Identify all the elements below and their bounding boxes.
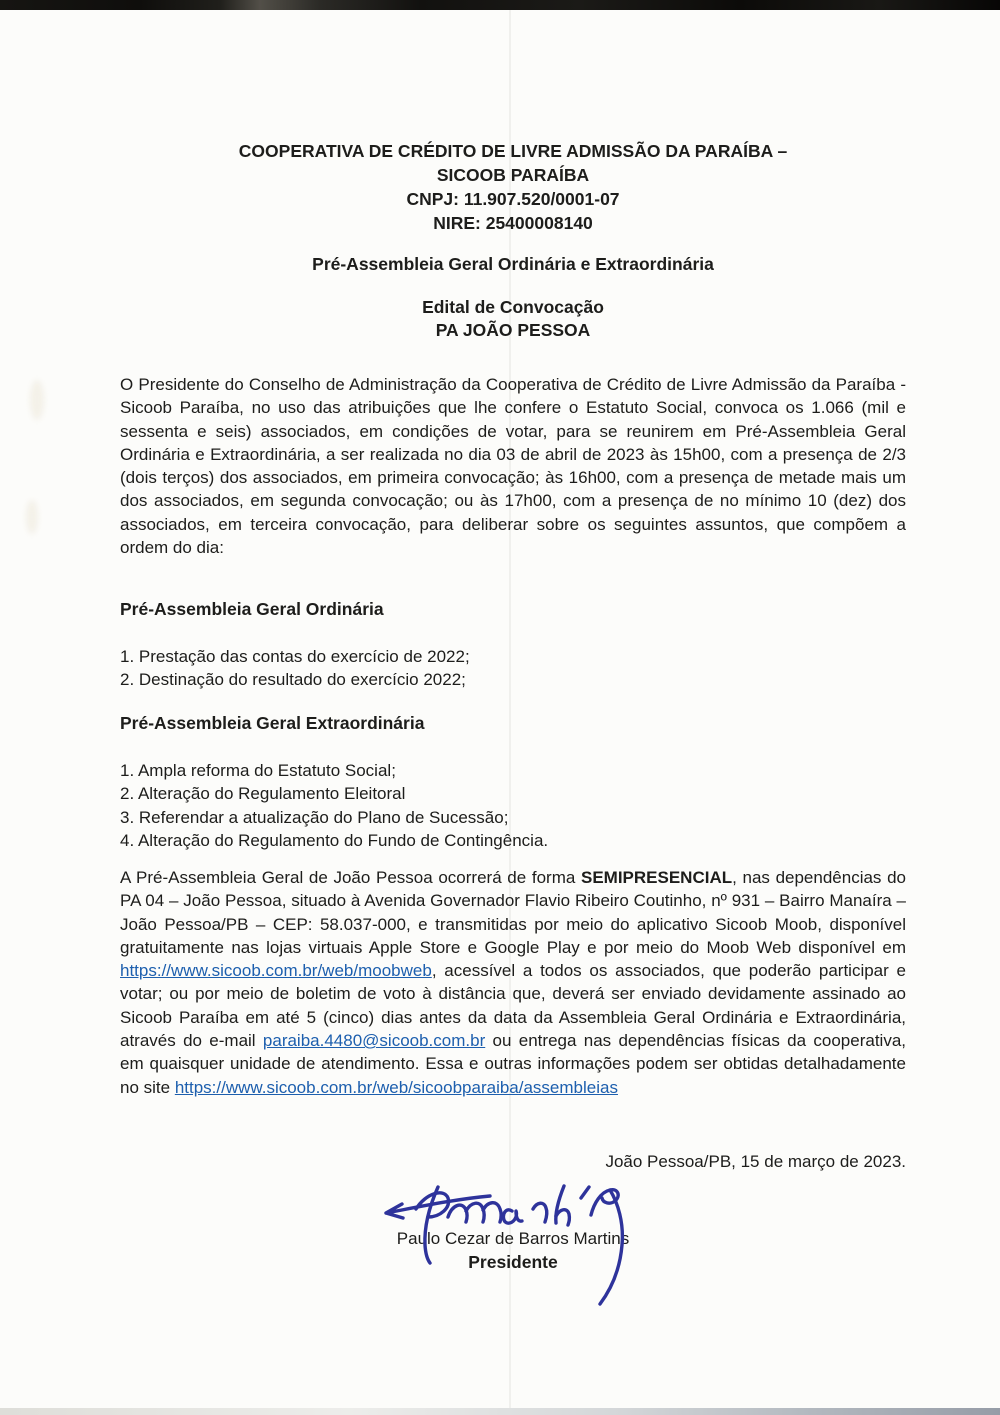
hyperlink[interactable]: paraiba.4480@sicoob.com.br [262,1031,486,1051]
header-line-cnpj: CNPJ: 11.907.520/0001-07 [406,189,620,209]
hyperlink[interactable]: https://www.sicoob.com.br/web/sicoobparaiba/assembleias [174,1077,618,1097]
list-item: 1. Ampla reforma do Estatuto Social; [120,761,396,780]
edital-title: Edital de Convocação [422,297,604,317]
hyperlink[interactable]: https://www.sicoob.com.br/web/moobweb [120,961,432,981]
text-segment: ou entrega nas dependências físicas da cooperativa, em quaisquer unidade de atendimento. Essa e outras informações podem ser obtidas detalhadamente no site [120,1031,906,1097]
emphasized-text: SEMIPRESENCIAL [580,868,733,887]
intro-paragraph: O Presidente do Conselho de Administração da Cooperativa de Crédito de Livre Admissão da Paraíba - Sicoob Paraíba, no uso das atribuições que lhe confere o Estatuto Social, convoca os 1.066 (mil e sessenta e seis) associados, em condições de votar, para se reunirem em Pré-Assembleia Geral Ordinária e Extraordinária, a ser realizada no dia 03 de abril de 2023 às 15h00, com a presença de 2/3 (dois terços) dos associados, em primeira convocação; às 16h00, com a presença de metade mais um dos associados, em segunda convocação; ou às 17h00, com a presença de no mínimo 10 (dez) dos associados, em terceira convocação, para deliberar sobre os seguintes assuntos, que compõem a ordem do dia: [120,375,906,558]
document-header [120,139,906,235]
scan-smudge [30,380,44,420]
scan-artifact-bottom-band [0,1408,1000,1415]
document-subtitle: Pré-Assembleia Geral Ordinária e Extraordinária [312,254,714,274]
details-paragraph [120,866,906,1099]
signatory-role: Presidente [468,1252,558,1272]
list-item: 2. Destinação do resultado do exercício 2022; [120,670,466,690]
scan-artifact-top-band [0,0,1000,10]
edital-block [120,296,906,342]
text-segment: , nas dependências do PA 04 – João Pessoa, situado à Avenida Governador Flavio Ribeiro Coutinho, nº 931 – Bairro Manaíra – João Pessoa/PB – CEP: 58.037-000, e transmitidas por meio do aplicativo Sicoob Moob, disponível gratuitamente nas lojas virtuais Apple Store e Google Play e por meio do Moob Web disponível em [120,868,906,957]
list-item: 2. Alteração do Regulamento Eleitoral [120,784,406,804]
section-title-extraordinaria: Pré-Assembleia Geral Extraordinária [120,713,425,733]
list-item: 4. Alteração do Regulamento do Fundo de Contingência. [120,830,549,850]
edital-pa: PA JOÃO PESSOA [435,320,591,340]
section-title-ordinaria: Pré-Assembleia Geral Ordinária [120,599,384,619]
handwritten-signature-ink [378,1183,673,1311]
header-line-coop-name: COOPERATIVA DE CRÉDITO DE LIVRE ADMISSÃO DA PARAÍBA – [238,141,788,161]
list-item: 3. Referendar a atualização do Plano de Sucessão; [120,807,509,827]
scan-smudge [26,500,38,534]
list-item: 1. Prestação das contas do exercício de 2022; [120,647,470,666]
header-line-nire: NIRE: 25400008140 [433,213,593,233]
text-segment: , acessível a todos os associados, que poderão participar e votar; ou por meio de boletim de voto à distância que, deverá ser enviado devidamente assinado ao Sicoob Paraíba em até 5 (cinco) dias antes da data da Assembleia Geral Ordinária e Extraordinária, através do e-mail [120,961,906,1051]
signatory-name: Paulo Cezar de Barros Martins [396,1229,630,1248]
date-place-line: João Pessoa/PB, 15 de março de 2023. [605,1152,906,1171]
agenda-ordinaria-list [120,645,906,692]
agenda-extraordinaria-list [120,759,906,852]
header-line-coop-name-2: SICOOB PARAÍBA [436,165,590,185]
text-segment: A Pré-Assembleia Geral de João Pessoa ocorrerá de forma [120,868,581,887]
